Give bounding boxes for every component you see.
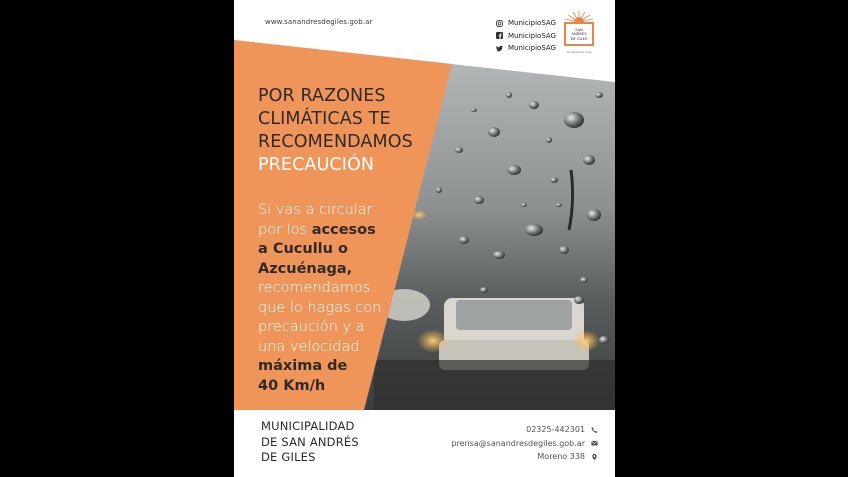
- street-address: Moreno 338: [537, 452, 585, 462]
- instagram-link[interactable]: [496, 17, 556, 30]
- facebook-link[interactable]: [496, 30, 556, 43]
- twitter-icon: [496, 45, 503, 52]
- logo-line2: ANDRÉS: [571, 32, 587, 37]
- footer-title-line: MUNICIPALIDAD: [261, 419, 355, 433]
- headline-line3: RECOMENDAMOS: [258, 132, 413, 152]
- headline-line2: CLIMÁTICAS TE: [258, 109, 391, 129]
- twitter-link[interactable]: [496, 42, 556, 55]
- advisory-line: Si vas a circular: [258, 202, 373, 218]
- advisory-line: Azcuénaga,: [258, 260, 353, 277]
- headline-highlight: PRECAUCIÓN: [258, 155, 375, 175]
- logo-tagline: Ya gobernar vale: [566, 50, 592, 54]
- headline: [258, 85, 413, 177]
- facebook-icon: [496, 32, 503, 39]
- phone-row[interactable]: [451, 423, 598, 437]
- website-url[interactable]: www.sanandresdegiles.gob.ar: [265, 18, 373, 26]
- envelope-icon: [591, 439, 598, 447]
- advisory-line: que lo hagas con: [258, 299, 382, 316]
- twitter-handle: MunicipioSAG: [508, 44, 556, 53]
- contact-info: [451, 423, 598, 464]
- facebook-handle: MunicipioSAG: [508, 31, 556, 40]
- municipality-logo: [563, 10, 595, 58]
- email-row[interactable]: [451, 437, 598, 451]
- email-address: prensa@sanandresdegiles.gob.ar: [451, 438, 585, 448]
- phone-number: 02325-442301: [526, 425, 585, 435]
- sun-icon: [563, 10, 595, 22]
- instagram-handle: MunicipioSAG: [508, 19, 556, 28]
- location-pin-icon: [591, 453, 598, 461]
- advisory-text: [258, 201, 381, 396]
- footer-title-line: DE SAN ANDRÉS: [261, 434, 359, 449]
- poster: [234, 0, 615, 477]
- address-row[interactable]: [451, 450, 598, 464]
- social-links: [496, 17, 556, 55]
- advisory-line: por los accesos: [258, 221, 376, 238]
- advisory-line: a Cucullu o: [258, 241, 348, 257]
- headline-line1: POR RAZONES: [258, 86, 386, 106]
- footer-municipality-name: [261, 419, 359, 466]
- advisory-line: 40 Km/h: [258, 377, 326, 394]
- advisory-line: máxima de: [258, 358, 348, 374]
- logo-box: [564, 22, 594, 46]
- phone-icon: [591, 426, 598, 434]
- logo-line3: DE GILES: [570, 36, 588, 41]
- logo-line1: SAN: [575, 28, 583, 32]
- advisory-line: recomendamos: [258, 280, 371, 296]
- instagram-icon: [496, 20, 503, 27]
- advisory-line: precaución y a: [258, 319, 365, 335]
- advisory-line: una velocidad: [258, 338, 360, 355]
- footer-title-line: DE GILES: [261, 450, 316, 464]
